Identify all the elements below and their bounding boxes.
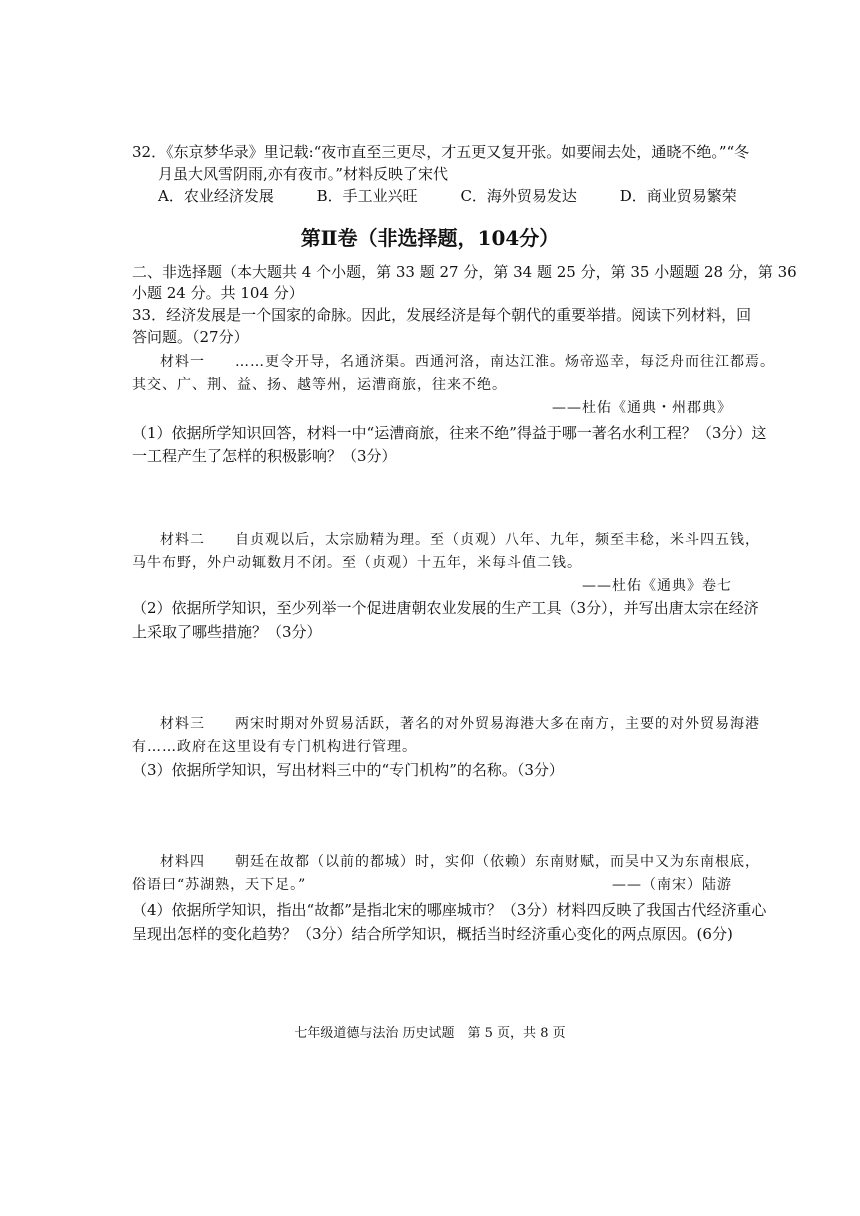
material1-line1: 材料一 ……更令开导，名通济渠。西通河洛，南达江淮。炀帝巡幸，每泛舟而往江都焉。 bbox=[160, 354, 775, 370]
material4-line1: 材料四 朝廷在故都（以前的都城）时，实仰（依赖）东南财赋，而吴中又为东南根底， bbox=[160, 854, 760, 870]
q32-options bbox=[158, 186, 775, 206]
q32-stem-line1: 32．《东京梦华录》里记载:“夜市直至三更尽，才五更又复开张。如要闹去处，通晓不绝。”“冬 bbox=[132, 143, 750, 161]
q33-stem-line1: 33．经济发展是一个国家的命脉。因此，发展经济是每个朝代的重要举措。阅读下列材料，回 bbox=[132, 306, 752, 324]
q32-option-b: B．手工业兴旺 bbox=[316, 187, 418, 205]
material1-line2: 其交、广、荆、益、扬、越等州，运漕商旅，往来不绝。 bbox=[132, 377, 507, 393]
material2-line1: 材料二 自贞观以后，太宗励精为理。至（贞观）八年、九年，频至丰稔，米斗四五钱， bbox=[160, 532, 760, 548]
section-intro-line1: 二、非选择题（本大题共 4 个小题，第 33 题 27 分，第 34 题 25 分，第 35 小题题 28 分，第 36 bbox=[132, 263, 797, 281]
q32-option-c: C．海外贸易发达 bbox=[460, 187, 577, 205]
q32-option-a: A．农业经济发展 bbox=[158, 187, 274, 205]
sub-question-2-line1: （2）依据所学知识，至少列举一个促进唐朝农业发展的生产工具（3分），并写出唐太宗在经济 bbox=[132, 599, 759, 617]
material4-line2: 俗语曰“苏湖熟，天下足。” bbox=[132, 877, 307, 893]
section-intro-line2: 小题 24 分。共 104 分） bbox=[132, 284, 304, 302]
sub-question-4-line1: （4）依据所学知识，指出“故都”是指北宋的哪座城市？（3分）材料四反映了我国古代经济重心 bbox=[132, 901, 767, 919]
sub-question-3: （3）依据所学知识，写出材料三中的“专门机构”的名称。（3分） bbox=[132, 761, 564, 779]
sub-question-1-line2: 一工程产生了怎样的积极影响？（3分） bbox=[132, 447, 397, 465]
material1-source: ——杜佑《通典・州郡典》 bbox=[552, 400, 732, 416]
q32-stem-line2: 月虽大风雪阴雨,亦有夜市。”材料反映了宋代 bbox=[158, 165, 448, 183]
q33-stem-line2: 答问题。（27分） bbox=[132, 328, 249, 346]
sub-question-4-line2: 呈现出怎样的变化趋势？（3分）结合所学知识，概括当时经济重心变化的两点原因。(6分) bbox=[132, 925, 733, 943]
material4-source: ——（南宋）陆游 bbox=[612, 877, 732, 893]
section-title: 第Ⅱ卷（非选择题，104分） bbox=[300, 226, 560, 250]
material2-line2: 马牛布野，外户动辄数月不闭。至（贞观）十五年，米每斗值二钱。 bbox=[132, 555, 582, 571]
sub-question-2-line2: 上采取了哪些措施？（3分） bbox=[132, 623, 322, 641]
material2-source: ——杜佑《通典》卷七 bbox=[582, 578, 732, 594]
material3-line2: 有……政府在这里设有专门机构进行管理。 bbox=[132, 739, 417, 755]
q32-option-d: D．商业贸易繁荣 bbox=[619, 187, 737, 205]
sub-question-1-line1: （1）依据所学知识回答，材料一中“运漕商旅，往来不绝”得益于哪一著名水利工程？（3分）这 bbox=[132, 424, 767, 442]
page-footer: 七年级道德与法治 历史试题 第 5 页，共 8 页 bbox=[294, 1026, 566, 1041]
material3-line1: 材料三 两宋时期对外贸易活跃，著名的对外贸易海港大多在南方，主要的对外贸易海港 bbox=[160, 716, 760, 732]
